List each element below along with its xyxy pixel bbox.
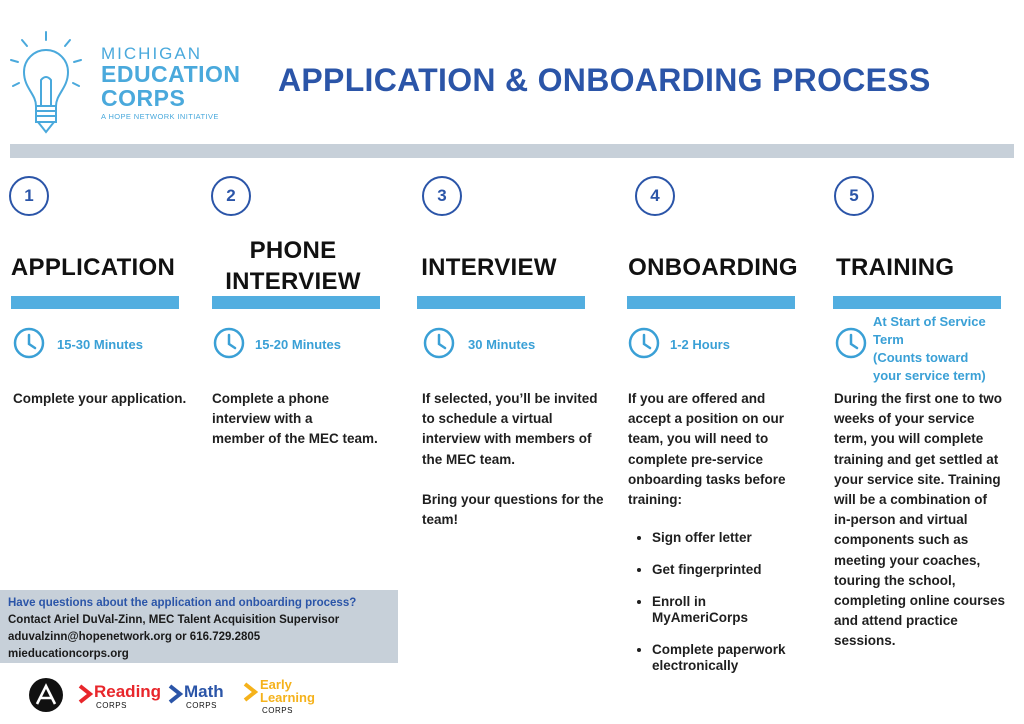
desc-line: complete pre-service	[628, 451, 764, 467]
desc-line: member of the MEC team.	[212, 431, 378, 447]
duration-line: Term	[873, 332, 904, 347]
desc-line: training:	[628, 492, 682, 508]
contact-website[interactable]: mieducationcorps.org	[8, 648, 129, 660]
step-2-title-line1: PHONE	[249, 237, 337, 264]
step-1-number-badge: 1	[9, 176, 49, 216]
list-item-text: • Complete paperwork	[652, 642, 786, 657]
desc-line: If selected, you’ll be invited	[422, 391, 598, 406]
step-1-bar	[11, 296, 179, 309]
desc-line: If you are offered and	[628, 391, 766, 406]
contact-name: Contact Ariel DuVal-Zinn, MEC Talent Acquisition Supervisor	[8, 614, 340, 626]
logo-text-corps: CORPS	[101, 85, 186, 111]
clock-icon	[212, 326, 246, 360]
step-3-number-badge: 3	[422, 176, 462, 216]
partner-name: Reading	[94, 682, 162, 701]
partner-name: Math	[184, 682, 224, 701]
step-2-description	[212, 389, 378, 450]
desc-line: components such as	[834, 532, 969, 548]
partner-sub: CORPS	[186, 701, 217, 710]
step-4-duration: 1-2 Hours	[670, 337, 730, 352]
chevron-right-icon	[168, 684, 184, 704]
duration-line: At Start of Service	[873, 314, 986, 329]
logo-tagline: A HOPE NETWORK INITIATIVE	[101, 112, 219, 121]
desc-line: will be a combination of	[834, 492, 988, 508]
list-item-text: Sign offer letter	[652, 530, 752, 545]
step-4-description	[628, 389, 786, 510]
step-1-description: Complete your application.	[13, 391, 187, 406]
step-2-title	[200, 235, 386, 297]
desc-line: your service site. Training	[834, 471, 1001, 487]
contact-question: Have questions about the application and onboarding process?	[8, 597, 357, 609]
step-4-title: ONBOARDING	[628, 254, 798, 281]
desc-line: accept a position on our	[628, 411, 785, 427]
step-3-bar	[417, 296, 585, 309]
page-title: APPLICATION & ONBOARDING PROCESS	[278, 62, 931, 98]
desc-line: interview with a	[212, 411, 313, 427]
desc-line: team, you will need to	[628, 431, 769, 447]
partner-sub: CORPS	[96, 701, 127, 710]
desc-line: term, you will complete	[834, 431, 984, 447]
desc-line: Complete a phone	[212, 391, 330, 406]
desc-line: training and get settled at	[834, 451, 999, 467]
desc-line: interview with members of	[422, 431, 592, 447]
desc-line: in-person and virtual	[834, 512, 968, 528]
step-5-number-badge: 5	[834, 176, 874, 216]
list-item	[652, 594, 786, 626]
desc-line: the MEC team.	[422, 451, 516, 467]
step-2-bar	[212, 296, 380, 309]
step-3-duration: 30 Minutes	[468, 337, 536, 352]
list-item	[652, 562, 786, 578]
step-4-bar	[627, 296, 795, 309]
step-1-duration: 15-30 Minutes	[57, 337, 143, 352]
partner-sub: CORPS	[262, 706, 293, 715]
list-item-text: • Enroll in	[652, 594, 706, 609]
logo-text-education: EDUCATION	[101, 61, 241, 87]
contact-box	[0, 590, 398, 663]
clock-icon	[12, 326, 46, 360]
list-item	[652, 642, 786, 674]
desc-line: completing online courses	[834, 593, 1006, 609]
step-2-duration: 15-20 Minutes	[255, 337, 341, 352]
step-3-description	[422, 389, 604, 530]
clock-icon	[834, 326, 868, 360]
desc-line: and attend practice	[834, 613, 958, 629]
step-2-number-badge: 2	[211, 176, 251, 216]
step-5-description	[834, 389, 1005, 652]
early-learning-corps-logo	[243, 678, 353, 722]
onboarding-task-list	[628, 530, 786, 690]
logo-text-michigan: MICHIGAN	[101, 44, 202, 63]
list-item-text: MyAmeriCorps	[652, 610, 749, 625]
desc-line: to schedule a virtual	[422, 411, 553, 427]
contact-email-phone[interactable]: aduvalzinn@hopenetwork.org or 616.729.2805	[8, 631, 261, 643]
chevron-right-icon	[243, 682, 259, 702]
duration-line: (Counts toward	[873, 350, 969, 365]
clock-icon	[422, 326, 456, 360]
step-4-number-badge: 4	[635, 176, 675, 216]
step-1-title: APPLICATION	[10, 254, 176, 281]
desc-line: meeting your coaches,	[834, 552, 981, 568]
step-3-title: INTERVIEW	[421, 254, 557, 281]
desc-line: weeks of your service	[834, 411, 975, 427]
chevron-right-icon	[78, 684, 94, 704]
step-5-title: TRAINING	[836, 254, 955, 281]
desc-line: onboarding tasks before	[628, 471, 786, 487]
step-2-title-line2: INTERVIEW	[225, 268, 361, 295]
list-item	[652, 530, 786, 546]
header-divider-bar	[10, 144, 1014, 158]
step-5-duration	[873, 313, 986, 385]
lightbulb-pencil-icon	[8, 30, 88, 134]
duration-line: your service term)	[873, 368, 986, 383]
step-5-bar	[833, 296, 1001, 309]
clock-icon	[627, 326, 661, 360]
desc-line: team!	[422, 512, 459, 528]
desc-line: touring the school,	[834, 572, 956, 588]
partner-name: Learning	[260, 690, 315, 705]
desc-line: sessions.	[834, 633, 896, 649]
desc-line: Bring your questions for the	[422, 491, 604, 507]
desc-line: During the first one to two	[834, 391, 1002, 406]
partner-name: Early	[260, 677, 292, 692]
americorps-logo-icon	[28, 677, 64, 713]
list-item-text: Get fingerprinted	[652, 562, 762, 577]
list-item-text: electronically	[652, 658, 739, 673]
